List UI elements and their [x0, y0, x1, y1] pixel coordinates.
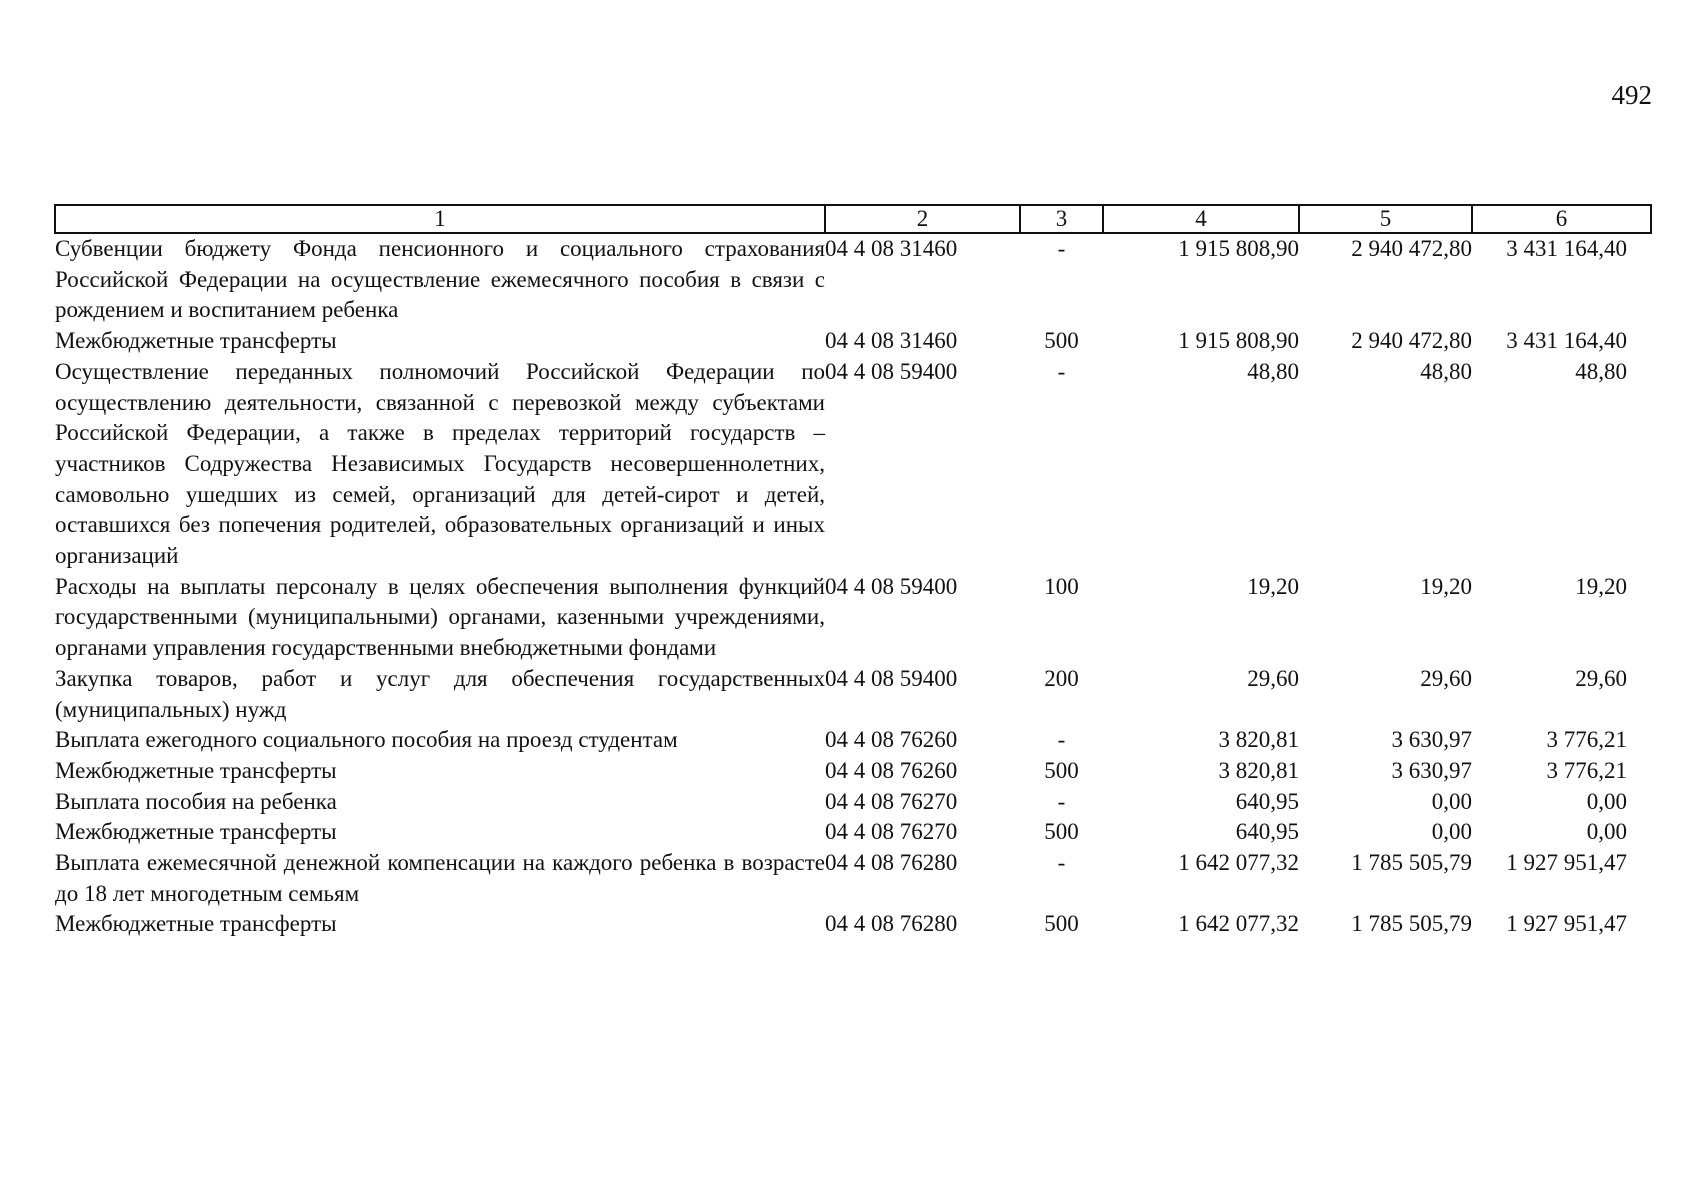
row-name: Межбюджетные трансферты	[55, 819, 337, 845]
row-code: 04 4 08 76280	[825, 911, 958, 937]
row-amount-col5: 1 785 505,79	[1351, 850, 1472, 876]
row-code: 04 4 08 76260	[825, 727, 958, 753]
row-amount-col6: 19,20	[1575, 573, 1627, 599]
row-amount-col6: 0,00	[1586, 819, 1627, 845]
row-code: 04 4 08 31460	[825, 236, 958, 261]
row-expense-type: 200	[1044, 665, 1079, 691]
row-code: 04 4 08 59400	[825, 358, 958, 384]
table-row	[55, 787, 1651, 818]
row-amount-col4: 640,95	[1235, 819, 1299, 845]
row-name: Выплата ежемесячной денежной компенсации на каждого ребенка в возрасте до 18 лет многодетным семьям	[55, 850, 825, 906]
row-expense-type: -	[1057, 850, 1066, 876]
row-name: Закупка товаров, работ и услуг для обеспечения государственных (муниципальных) нужд	[55, 665, 825, 722]
row-amount-col4: 29,60	[1247, 665, 1299, 691]
row-expense-type: -	[1057, 788, 1066, 814]
table-row	[55, 725, 1651, 756]
row-amount-col5: 0,00	[1431, 819, 1472, 845]
row-name: Межбюджетные трансферты	[55, 757, 337, 783]
row-amount-col4: 3 820,81	[1218, 757, 1299, 783]
row-code: 04 4 08 76270	[825, 788, 958, 814]
row-name: Расходы на выплаты персоналу в целях обеспечения выполнения функций государственными (муниципальными) органами, казенными учреждениями, органами управления государственными внебюджетными фондами	[55, 573, 825, 661]
row-amount-col5: 48,80	[1420, 358, 1472, 384]
row-code: 04 4 08 59400	[825, 665, 958, 691]
table-row	[55, 817, 1651, 848]
row-amount-col5: 3 630,97	[1391, 727, 1472, 753]
row-amount-col6: 48,80	[1575, 358, 1627, 384]
table-body	[55, 233, 1651, 940]
row-amount-col6: 1 927 951,47	[1506, 911, 1627, 937]
row-code: 04 4 08 31460	[825, 328, 958, 354]
row-name: Осуществление переданных полномочий Российской Федерации по осуществлению деятельности, связанной с перевозкой между субъектами Российской Федерации, а также в пределах территорий государств – участников Содружества Независимых Государств несовершеннолетних, самовольно ушедших из семей, организаций для детей-сирот и детей, оставшихся без попечения родителей, образовательных организаций и иных организаций	[55, 358, 825, 569]
table-header-row	[55, 205, 1651, 233]
row-amount-col4: 1 642 077,32	[1178, 911, 1299, 937]
row-expense-type: 500	[1044, 328, 1079, 354]
row-expense-type: -	[1057, 727, 1066, 753]
column-header-1: 1	[55, 205, 825, 233]
table-row	[55, 909, 1651, 940]
column-header-3: 3	[1020, 205, 1103, 233]
table-row	[55, 233, 1651, 326]
column-header-5: 5	[1299, 205, 1472, 233]
row-amount-col5: 1 785 505,79	[1351, 911, 1472, 937]
row-amount-col5: 19,20	[1420, 573, 1472, 599]
row-name: Выплата пособия на ребенка	[55, 788, 337, 814]
column-header-4: 4	[1103, 205, 1299, 233]
row-expense-type: 100	[1044, 573, 1079, 599]
row-amount-col6: 3 431 164,40	[1506, 236, 1627, 261]
row-expense-type: -	[1057, 236, 1066, 261]
row-amount-col4: 640,95	[1235, 788, 1299, 814]
row-amount-col4: 19,20	[1247, 573, 1299, 599]
row-amount-col4: 1 915 808,90	[1178, 236, 1299, 261]
row-name: Выплата ежегодного социального пособия на проезд студентам	[55, 727, 678, 753]
row-code: 04 4 08 76260	[825, 757, 958, 783]
row-expense-type: 500	[1044, 757, 1079, 783]
column-header-6: 6	[1472, 205, 1651, 233]
row-expense-type: 500	[1044, 819, 1079, 845]
row-name: Межбюджетные трансферты	[55, 911, 337, 937]
row-amount-col4: 48,80	[1247, 358, 1299, 384]
row-amount-col6: 3 431 164,40	[1506, 328, 1627, 354]
row-amount-col6: 3 776,21	[1546, 757, 1627, 783]
row-amount-col6: 1 927 951,47	[1506, 850, 1627, 876]
row-amount-col4: 1 642 077,32	[1178, 850, 1299, 876]
row-code: 04 4 08 76280	[825, 850, 958, 876]
row-expense-type: 500	[1044, 911, 1079, 937]
row-amount-col4: 3 820,81	[1218, 727, 1299, 753]
row-code: 04 4 08 59400	[825, 573, 958, 599]
row-name: Субвенции бюджету Фонда пенсионного и социального страхования Российской Федерации на осуществление ежемесячного пособия в связи с рождением и воспитанием ребенка	[55, 236, 825, 323]
table-row	[55, 326, 1651, 357]
row-amount-col5: 2 940 472,80	[1351, 328, 1472, 354]
row-name: Межбюджетные трансферты	[55, 328, 337, 354]
row-amount-col6: 29,60	[1575, 665, 1627, 691]
table-row	[55, 664, 1651, 725]
row-amount-col4: 1 915 808,90	[1178, 328, 1299, 354]
row-amount-col6: 0,00	[1586, 788, 1627, 814]
column-header-2: 2	[825, 205, 1020, 233]
table-row	[55, 357, 1651, 572]
budget-table	[54, 204, 1652, 940]
row-amount-col6: 3 776,21	[1546, 727, 1627, 753]
page-number: 492	[1611, 80, 1652, 110]
row-amount-col5: 29,60	[1420, 665, 1472, 691]
row-amount-col5: 3 630,97	[1391, 757, 1472, 783]
row-code: 04 4 08 76270	[825, 819, 958, 845]
row-amount-col5: 0,00	[1431, 788, 1472, 814]
row-amount-col5: 2 940 472,80	[1351, 236, 1472, 261]
table-row	[55, 756, 1651, 787]
row-expense-type: -	[1057, 358, 1066, 384]
table-row	[55, 848, 1651, 909]
table-row	[55, 572, 1651, 664]
